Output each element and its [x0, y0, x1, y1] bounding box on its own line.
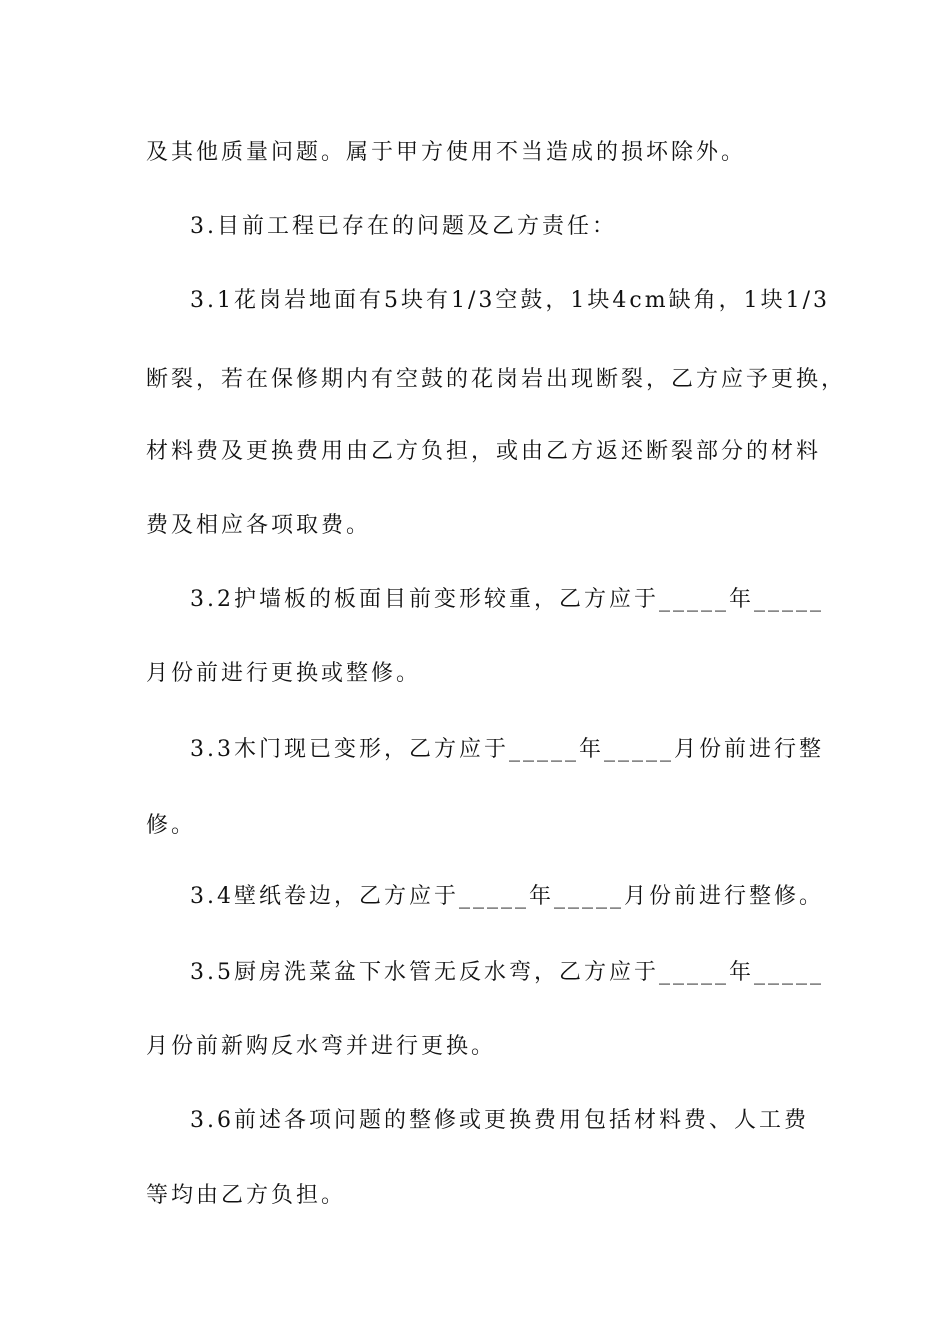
paragraph-line: 月份前进行更换或整修。	[146, 661, 422, 686]
paragraph-line: 3.5厨房洗菜盆下水管无反水弯，乙方应于_____年_____	[190, 960, 824, 985]
paragraph-line: 及其他质量问题。属于甲方使用不当造成的损坏除外。	[146, 140, 747, 165]
paragraph-line: 3.4壁纸卷边，乙方应于_____年_____月份前进行整修。	[190, 884, 824, 909]
paragraph-line: 3.3木门现已变形，乙方应于_____年_____月份前进行整	[190, 737, 824, 762]
paragraph-line: 材料费及更换费用由乙方负担，或由乙方返还断裂部分的材料	[146, 439, 822, 464]
paragraph-line: 费及相应各项取费。	[146, 513, 372, 538]
section-heading: 3.目前工程已存在的问题及乙方责任：	[190, 214, 617, 239]
paragraph-line: 等均由乙方负担。	[146, 1183, 347, 1208]
paragraph-line: 断裂，若在保修期内有空鼓的花岗岩出现断裂，乙方应予更换，	[146, 367, 847, 392]
paragraph-line: 3.6前述各项问题的整修或更换费用包括材料费、人工费	[190, 1108, 809, 1133]
paragraph-line: 月份前新购反水弯并进行更换。	[146, 1034, 497, 1059]
paragraph-line: 修。	[146, 813, 197, 838]
paragraph-line: 3.2护墙板的板面目前变形较重，乙方应于_____年_____	[190, 587, 824, 612]
paragraph-line: 3.1花岗岩地面有5块有1/3空鼓，1块4cm缺角，1块1/3	[190, 288, 830, 313]
